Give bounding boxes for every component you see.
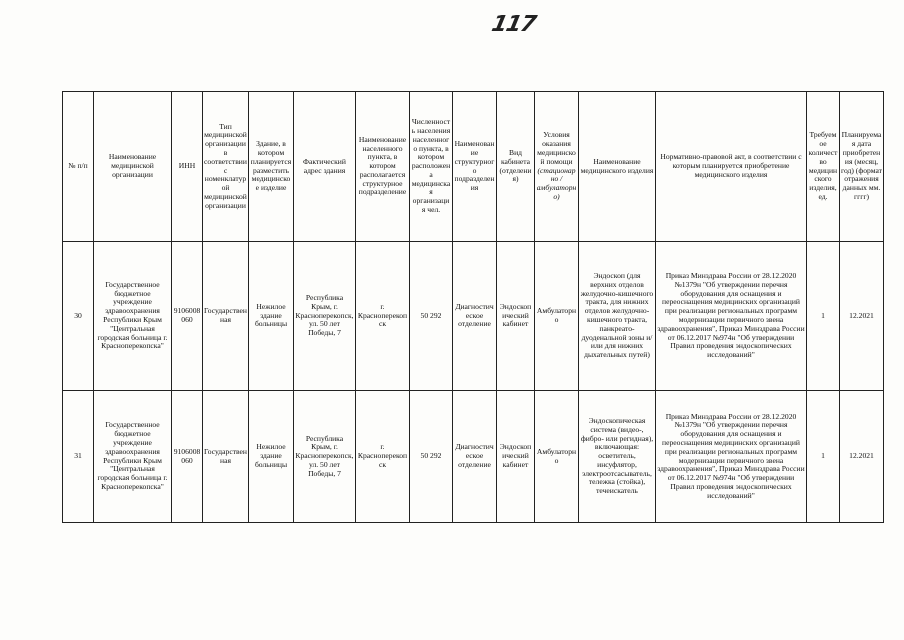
cell-org-name: Государственное бюджетное учреждение здравоохранения Республики Крым "Центральная городская больница г. Красноперекопска" xyxy=(94,242,172,391)
header-address: Фактический адрес здания xyxy=(294,92,356,242)
table-row xyxy=(63,242,884,391)
cell-org-type: Государственная xyxy=(203,391,249,523)
cell-legal-act: Приказ Минздрава России от 28.12.2020 №1379н "Об утверждении перечня оборудования для оснащения и переоснащения медицинских организаций при реализации региональных программ модернизации первичного звена здравоохранения", Приказ Минздрава России от 06.12.2017 №974н "Об утверждении Правил проведения эндоскопических исследований" xyxy=(656,391,807,523)
header-locality: Наименование населенного пункта, в котором располагается структурное подразделение xyxy=(356,92,410,242)
header-device: Наименование медицинского изделия xyxy=(579,92,656,242)
header-num: № п/п xyxy=(63,92,94,242)
header-org-type: Тип медицинской организации в соответствии с номенклатурой медицинской организации xyxy=(203,92,249,242)
header-date: Планируемая дата приобретения (месяц, год) (формат отражения данных мм. гггг) xyxy=(840,92,884,242)
header-cabinet: Вид кабинета (отделения) xyxy=(497,92,535,242)
header-conditions-sub: (стационарно / амбулаторно) xyxy=(536,165,577,201)
cell-building: Нежилое здание больницы xyxy=(249,391,294,523)
cell-device: Эндоскопическая система (видео-, фибро- или регидная), включающая: осветитель, инсуфлятор, электроотсасыватель, тележка (стойка), течеискатель xyxy=(579,391,656,523)
cell-locality: г. Красноперекопск xyxy=(356,242,410,391)
header-population: Численность населения населенного пункта, в котором расположена медицинская организация чел. xyxy=(410,92,453,242)
equipment-table xyxy=(62,91,884,523)
header-quantity: Требуемое количество медицинского изделия, ед. xyxy=(807,92,840,242)
cell-org-name: Государственное бюджетное учреждение здравоохранения Республики Крым "Центральная городская больница г. Красноперекопска" xyxy=(94,391,172,523)
cell-org-type: Государственная xyxy=(203,242,249,391)
cell-date: 12.2021 xyxy=(840,391,884,523)
cell-unit: Диагностическое отделение xyxy=(453,242,497,391)
cell-inn: 9106008060 xyxy=(172,391,203,523)
header-unit: Наименование структурного подразделения xyxy=(453,92,497,242)
header-org-name: Наименование медицинской организации xyxy=(94,92,172,242)
cell-conditions: Амбулаторно xyxy=(535,242,579,391)
cell-population: 50 292 xyxy=(410,242,453,391)
header-building: Здание, в котором планируется разместить медицинское изделие xyxy=(249,92,294,242)
page-number: 117 xyxy=(489,12,538,37)
cell-unit: Диагностическое отделение xyxy=(453,391,497,523)
cell-inn: 9106008060 xyxy=(172,242,203,391)
header-conditions xyxy=(535,92,579,242)
cell-quantity: 1 xyxy=(807,242,840,391)
cell-population: 50 292 xyxy=(410,391,453,523)
table-row xyxy=(63,391,884,523)
header-inn: ИНН xyxy=(172,92,203,242)
header-row xyxy=(63,92,884,242)
cell-num: 30 xyxy=(63,242,94,391)
cell-building: Нежилое здание больницы xyxy=(249,242,294,391)
cell-address: Республика Крым, г. Красноперекопск, ул. 50 лет Победы, 7 xyxy=(294,391,356,523)
cell-quantity: 1 xyxy=(807,391,840,523)
cell-device: Эндоскоп (для верхних отделов желудочно-кишечного тракта, для нижних отделов желудочно-кишечного тракта, панкреато-дуоденальной зоны и/или для нижних дыхательных путей) xyxy=(579,242,656,391)
cell-locality: г. Красноперекопск xyxy=(356,391,410,523)
cell-cabinet: Эндоскопический кабинет xyxy=(497,242,535,391)
cell-legal-act: Приказ Минздрава России от 28.12.2020 №1379н "Об утверждении перечня оборудования для оснащения и переоснащения медицинских организаций при реализации региональных программ модернизации первичного звена здравоохранения", Приказ Минздрава России от 06.12.2017 №974н "Об утверждении Правил проведения эндоскопических исследований" xyxy=(656,242,807,391)
cell-cabinet: Эндоскопический кабинет xyxy=(497,391,535,523)
cell-num: 31 xyxy=(63,391,94,523)
cell-conditions: Амбулаторно xyxy=(535,391,579,523)
cell-date: 12.2021 xyxy=(840,242,884,391)
header-conditions-main: Условия оказания медицинской помощи xyxy=(537,130,576,166)
header-legal-act: Нормативно-правовой акт, в соответствии с которым планируется приобретение медицинского изделия xyxy=(656,92,807,242)
cell-address: Республика Крым, г. Красноперекопск, ул. 50 лет Победы, 7 xyxy=(294,242,356,391)
